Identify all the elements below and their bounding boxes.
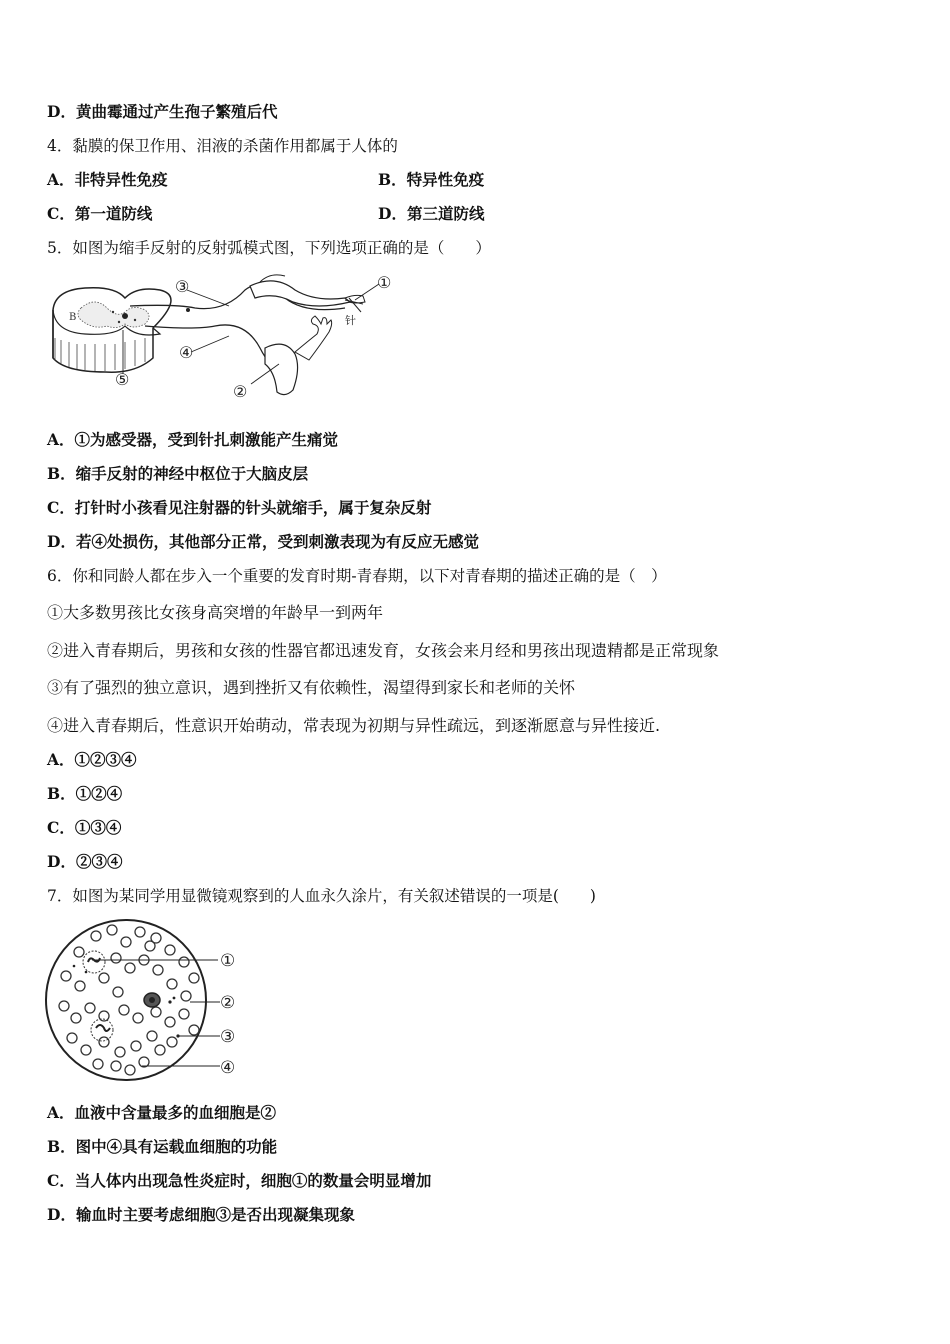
- q5-option-c: C．打针时小孩看见注射器的针头就缩手，属于复杂反射: [47, 498, 432, 517]
- fig5-label-b: B: [69, 312, 77, 323]
- q7-option-b: B．图中④具有运载血细胞的功能: [47, 1137, 278, 1156]
- fig5-label-3: ③: [175, 277, 190, 296]
- fig7-label-3: ③: [220, 1027, 236, 1047]
- q6-option-d: D．②③④: [47, 852, 123, 871]
- q7-option-c: C．当人体内出现急性炎症时，细胞①的数量会明显增加: [47, 1171, 432, 1190]
- q5-option-b: B．缩手反射的神经中枢位于大脑皮层: [47, 464, 309, 483]
- q6-stem: 6．你和同龄人都在步入一个重要的发育时期-青春期，以下对青春期的描述正确的是（ ）: [47, 567, 667, 585]
- white-blood-cell-3: [144, 993, 160, 1007]
- q4-option-c: C．第一道防线: [47, 204, 153, 223]
- q6-option-a: A．①②③④: [47, 750, 137, 769]
- q5-stem: 5．如图为缩手反射的反射弧模式图，下列选项正确的是（ ）: [47, 239, 491, 257]
- fig5-label-2: ②: [233, 382, 248, 401]
- fig5-label-4: ④: [179, 343, 194, 362]
- q4-option-a: A．非特异性免疫: [47, 170, 168, 189]
- q4-option-b: B．特异性免疫: [378, 170, 485, 189]
- fig7-label-4: ④: [220, 1058, 236, 1078]
- q6-option-b: B．①②④: [47, 784, 123, 803]
- q7-stem: 7．如图为某同学用显微镜观察到的人血永久涂片，有关叙述错误的一项是( ): [47, 887, 596, 905]
- fig7-label-1: ①: [220, 951, 236, 971]
- fig7-label-2: ②: [220, 993, 236, 1013]
- q4-stem: 4．黏膜的保卫作用、泪液的杀菌作用都属于人体的: [47, 137, 398, 155]
- q6-statement-4: ④进入青春期后，性意识开始萌动，常表现为初期与异性疏远，到逐渐愿意与异性接近.: [47, 716, 661, 735]
- q7-option-d: D．输血时主要考虑细胞③是否出现凝集现象: [47, 1205, 355, 1224]
- q4-option-d: D．第三道防线: [378, 204, 485, 223]
- fig5-label-5: ⑤: [115, 370, 130, 389]
- fig5-label-needle: 针: [345, 314, 356, 327]
- reflex-arc-figure: [45, 268, 405, 402]
- q6-statement-1: ①大多数男孩比女孩身高突增的年龄早一到两年: [47, 603, 384, 622]
- q7-option-a: A．血液中含量最多的血细胞是②: [47, 1103, 277, 1122]
- q5-option-d: D．若④处损伤，其他部分正常，受到刺激表现为有反应无感觉: [47, 532, 479, 551]
- arm-drawing: [250, 275, 365, 395]
- fig5-label-1: ①: [377, 273, 392, 292]
- spinal-cord-section: [53, 288, 171, 373]
- q6-option-c: C．①③④: [47, 818, 122, 837]
- q3-option-d: D．黄曲霉通过产生孢子繁殖后代: [47, 102, 278, 121]
- q6-statement-2: ②进入青春期后，男孩和女孩的性器官都迅速发育，女孩会来月经和男孩出现遗精都是正常现象: [47, 641, 720, 660]
- q5-option-a: A．①为感受器，受到针扎刺激能产生痛觉: [47, 430, 339, 449]
- q6-statement-3: ③有了强烈的独立意识，遇到挫折又有依赖性，渴望得到家长和老师的关怀: [47, 678, 576, 697]
- blood-smear-figure: [44, 918, 244, 1082]
